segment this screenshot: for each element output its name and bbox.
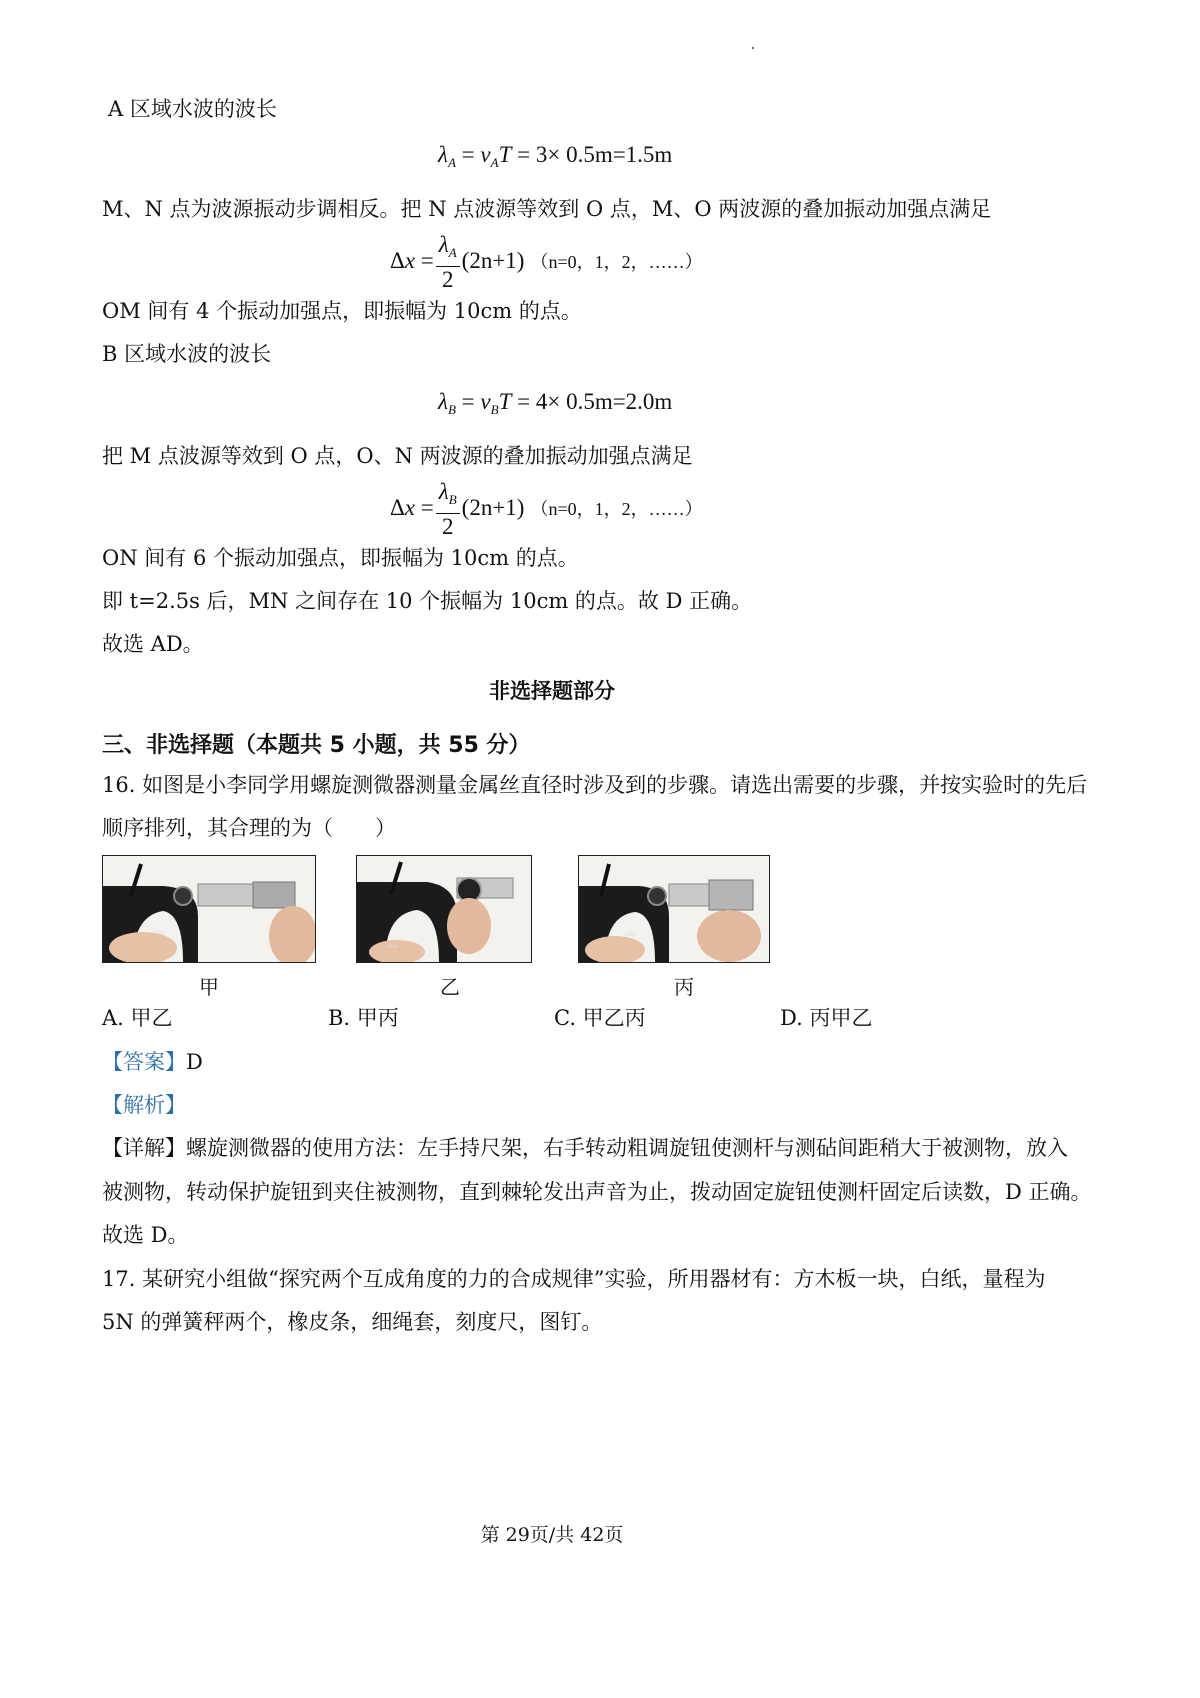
caption-yi: 乙 <box>440 975 460 999</box>
photo-jia <box>102 855 316 963</box>
caption-bing: 丙 <box>674 975 694 999</box>
photo-yi <box>356 855 532 963</box>
detail-line3: 故选 D。 <box>102 1223 189 1247</box>
caption-jia: 甲 <box>199 975 219 999</box>
answer-value: D <box>186 1050 203 1074</box>
analysis-label: 【解析】 <box>102 1093 186 1117</box>
om-points-line: OM 间有 4 个振动加强点，即振幅为 10cm 的点。 <box>102 299 582 323</box>
micrometer-photo-yi <box>357 856 531 962</box>
equation-dx-a: Δx = $\frac{\lambda_A}{2}$ (2n+1) （n=0，1，2，……） <box>390 232 703 292</box>
option-b: B. 甲丙 <box>328 1006 399 1030</box>
equation-lambda-b-rhs: = 4× 0.5m=2.0m <box>517 389 673 414</box>
micrometer-photo-bing <box>579 856 769 962</box>
t-line: 即 t=2.5s 后，MN 之间存在 10 个振幅为 10cm 的点。故 D 正确。 <box>102 589 753 613</box>
q17-stem-line2: 5N 的弹簧秤两个，橡皮条，细绳套，刻度尺，图钉。 <box>102 1310 603 1334</box>
equation-dx-a-n: （n=0，1，2，……） <box>530 251 703 272</box>
svg-text:ooo: ooo <box>625 931 637 938</box>
part-title: 非选择题部分 <box>489 679 615 703</box>
choice-ad-line: 故选 AD。 <box>102 632 204 656</box>
equation-lambda-b: $\lambda_B = v_BT = 4\times 0.5m=2.0m$ <box>438 389 673 417</box>
option-d: D. 丙甲乙 <box>780 1006 873 1030</box>
svg-text:ooo: ooo <box>153 929 165 936</box>
a-wavelength-line: A 区域水波的波长 <box>108 97 277 121</box>
equation-lambda-a-rhs: = 3× 0.5m=1.5m <box>517 142 673 167</box>
section-heading: 三、非选择题（本题共 5 小题，共 55 分） <box>102 733 531 758</box>
equation-lambda-a: $\lambda_A = v_AT = 3\times 0.5m=1.5m$ <box>438 142 673 170</box>
detail-line2: 被测物，转动保护旋钮到夹住被测物，直到棘轮发出声音为止，拨动固定旋钮使测杆固定后读数，D 正确。 <box>102 1180 1092 1204</box>
equation-dx-b-n: （n=0，1，2，……） <box>530 498 703 519</box>
mn-opposite-line: M、N 点为波源振动步调相反。把 N 点波源等效到 O 点，M、O 两波源的叠加振动加强点满足 <box>102 197 992 221</box>
micrometer-photo-jia <box>103 856 315 962</box>
b-wavelength-line: B 区域水波的波长 <box>102 342 272 366</box>
equation-dx-a-rhs: (2n+1) <box>461 247 525 273</box>
equation-dx-b-rhs: (2n+1) <box>461 494 525 520</box>
answer-label: 【答案】 <box>102 1050 186 1074</box>
photo-bing <box>578 855 770 963</box>
equation-dx-b: Δx = $\frac{\lambda_B}{2}$ (2n+1) （n=0，1，2，……） <box>390 479 703 539</box>
option-a: A. 甲乙 <box>102 1006 173 1030</box>
q16-stem-line2: 顺序排列，其合理的为（ ） <box>102 816 396 840</box>
answer-line <box>102 1049 203 1075</box>
q17-stem-line1: 17. 某研究小组做“探究两个互成角度的力的合成规律”实验，所用器材有：方木板一块，白纸，量程为 <box>102 1267 1046 1291</box>
scan-dot <box>752 47 754 49</box>
on-points-line: ON 间有 6 个振动加强点，即振幅为 10cm 的点。 <box>102 546 579 570</box>
q16-stem-line1: 16. 如图是小李同学用螺旋测微器测量金属丝直径时涉及到的步骤。请选出需要的步骤，并按实验时的先后 <box>102 773 1088 797</box>
option-c: C. 甲乙丙 <box>554 1006 646 1030</box>
detail-line1: 【详解】螺旋测微器的使用方法：左手持尺架，右手转动粗调旋钮使测杆与测砧间距稍大于被测物，放入 <box>102 1136 1068 1160</box>
svg-text:ooo: ooo <box>387 943 399 950</box>
page-number: 第 29页/共 42页 <box>480 1524 624 1546</box>
m-to-o-line: 把 M 点波源等效到 O 点，O、N 两波源的叠加振动加强点满足 <box>102 444 693 468</box>
